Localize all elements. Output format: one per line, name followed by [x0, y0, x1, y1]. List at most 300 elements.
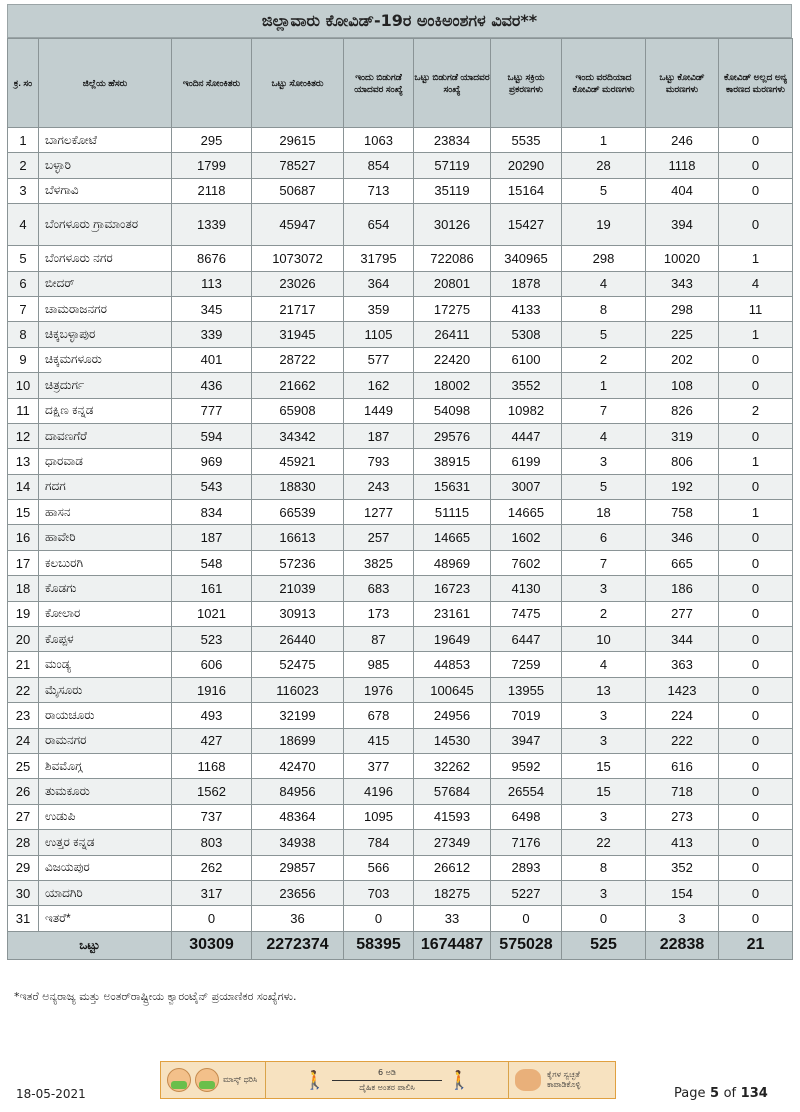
district-name: ಯಾದಗಿರಿ [39, 880, 172, 905]
table-cell: 1799 [172, 153, 252, 178]
column-header: ಇಂದು ಬಿಡುಗಡೆ ಯಾದವರ ಸಂಖ್ಯೆ [344, 39, 414, 128]
district-name: ಬೆಂಗಳೂರು ನಗರ [39, 246, 172, 271]
table-cell: 0 [719, 703, 793, 728]
table-cell: 0 [719, 677, 793, 702]
table-cell: 5 [562, 178, 646, 203]
table-cell: 26612 [414, 855, 491, 880]
table-row [8, 677, 793, 702]
table-cell: 346 [646, 525, 719, 550]
table-cell: 8 [562, 296, 646, 321]
table-cell: 66539 [252, 500, 344, 525]
table-cell: 48969 [414, 550, 491, 575]
table-cell: 654 [344, 204, 414, 246]
table-cell: 784 [344, 830, 414, 855]
table-cell: 3 [646, 906, 719, 931]
table-cell: 187 [172, 525, 252, 550]
table-cell: 32262 [414, 753, 491, 778]
table-cell: 1562 [172, 779, 252, 804]
table-cell: 42470 [252, 753, 344, 778]
table-cell: 20290 [491, 153, 562, 178]
table-cell: 16613 [252, 525, 344, 550]
row-number: 1 [8, 128, 39, 153]
table-cell: 2 [719, 398, 793, 423]
page-total: 134 [740, 1086, 768, 1101]
table-cell: 4 [719, 271, 793, 296]
table-cell: 352 [646, 855, 719, 880]
table-cell: 317 [172, 880, 252, 905]
table-cell: 10020 [646, 246, 719, 271]
table-cell: 18830 [252, 474, 344, 499]
table-cell: 339 [172, 322, 252, 347]
table-cell: 22420 [414, 347, 491, 372]
table-cell: 9592 [491, 753, 562, 778]
district-name: ಉತ್ತರ ಕನ್ನಡ [39, 830, 172, 855]
table-cell: 257 [344, 525, 414, 550]
district-name: ರಾಯಚೂರು [39, 703, 172, 728]
district-name: ಬೆಳಗಾವಿ [39, 178, 172, 203]
table-cell: 222 [646, 728, 719, 753]
total-cell: 525 [562, 931, 646, 959]
table-row [8, 373, 793, 398]
table-cell: 18699 [252, 728, 344, 753]
table-cell: 3 [562, 804, 646, 829]
table-cell: 246 [646, 128, 719, 153]
table-cell: 6100 [491, 347, 562, 372]
district-name: ಗದಗ [39, 474, 172, 499]
row-number: 4 [8, 204, 39, 246]
table-row [8, 906, 793, 931]
table-cell: 737 [172, 804, 252, 829]
table-cell: 344 [646, 627, 719, 652]
table-cell: 7176 [491, 830, 562, 855]
table-cell: 7 [562, 550, 646, 575]
district-name: ಚಿತ್ರದುರ್ಗ [39, 373, 172, 398]
table-cell: 0 [719, 373, 793, 398]
column-header: ಇಂದು ವರದಿಯಾದ ಕೋವಿಡ್ ಮರಣಗಳು [562, 39, 646, 128]
row-number: 24 [8, 728, 39, 753]
table-cell: 298 [646, 296, 719, 321]
table-cell: 7019 [491, 703, 562, 728]
district-name: ಹಾಸನ [39, 500, 172, 525]
table-cell: 577 [344, 347, 414, 372]
table-cell: 566 [344, 855, 414, 880]
table-cell: 0 [719, 627, 793, 652]
table-cell: 985 [344, 652, 414, 677]
table-row [8, 550, 793, 575]
table-cell: 31945 [252, 322, 344, 347]
table-cell: 57236 [252, 550, 344, 575]
table-cell: 162 [344, 373, 414, 398]
table-cell: 2 [562, 347, 646, 372]
table-cell: 17275 [414, 296, 491, 321]
table-cell: 15631 [414, 474, 491, 499]
table-cell: 8676 [172, 246, 252, 271]
table-cell: 186 [646, 576, 719, 601]
table-cell: 18 [562, 500, 646, 525]
table-cell: 394 [646, 204, 719, 246]
table-cell: 29615 [252, 128, 344, 153]
table-cell: 1168 [172, 753, 252, 778]
table-cell: 594 [172, 423, 252, 448]
row-number: 7 [8, 296, 39, 321]
column-header: ಕೋವಿಡ್ ಅಲ್ಲದ ಅನ್ಯ ಕಾರಣದ ಮರಣಗಳು [719, 39, 793, 128]
table-cell: 57119 [414, 153, 491, 178]
column-header: ಒಟ್ಟು ಕೋವಿಡ್ ಮರಣಗಳು [646, 39, 719, 128]
table-cell: 173 [344, 601, 414, 626]
table-cell: 27349 [414, 830, 491, 855]
table-cell: 548 [172, 550, 252, 575]
table-cell: 16723 [414, 576, 491, 601]
table-cell: 854 [344, 153, 414, 178]
table-cell: 0 [719, 652, 793, 677]
table-row [8, 296, 793, 321]
table-cell: 4 [562, 652, 646, 677]
total-cell: 30309 [172, 931, 252, 959]
table-cell: 15164 [491, 178, 562, 203]
district-name: ಹಾವೇರಿ [39, 525, 172, 550]
table-cell: 0 [719, 423, 793, 448]
table-row [8, 322, 793, 347]
table-cell: 0 [719, 347, 793, 372]
table-cell: 20801 [414, 271, 491, 296]
table-cell: 543 [172, 474, 252, 499]
table-cell: 0 [719, 601, 793, 626]
table-cell: 1976 [344, 677, 414, 702]
table-cell: 84956 [252, 779, 344, 804]
table-cell: 7475 [491, 601, 562, 626]
table-cell: 3007 [491, 474, 562, 499]
table-cell: 15 [562, 779, 646, 804]
table-cell: 44853 [414, 652, 491, 677]
district-name: ವಿಜಯಪುರ [39, 855, 172, 880]
table-cell: 3 [562, 703, 646, 728]
table-cell: 7259 [491, 652, 562, 677]
table-cell: 41593 [414, 804, 491, 829]
table-cell: 1277 [344, 500, 414, 525]
table-cell: 21662 [252, 373, 344, 398]
row-number: 21 [8, 652, 39, 677]
table-cell: 703 [344, 880, 414, 905]
table-cell: 26554 [491, 779, 562, 804]
table-cell: 5227 [491, 880, 562, 905]
table-cell: 834 [172, 500, 252, 525]
table-cell: 224 [646, 703, 719, 728]
row-number: 22 [8, 677, 39, 702]
table-cell: 0 [719, 128, 793, 153]
table-cell: 23834 [414, 128, 491, 153]
table-cell: 202 [646, 347, 719, 372]
table-row [8, 204, 793, 246]
table-row [8, 525, 793, 550]
table-cell: 523 [172, 627, 252, 652]
table-cell: 26440 [252, 627, 344, 652]
district-name: ಬೆಂಗಳೂರು ಗ್ರಾಮಾಂತರ [39, 204, 172, 246]
table-cell: 1878 [491, 271, 562, 296]
district-name: ಮಂಡ್ಯ [39, 652, 172, 677]
table-cell: 3825 [344, 550, 414, 575]
table-row [8, 500, 793, 525]
district-name: ಕಲಬುರಗಿ [39, 550, 172, 575]
row-number: 19 [8, 601, 39, 626]
table-cell: 13955 [491, 677, 562, 702]
table-cell: 45947 [252, 204, 344, 246]
table-cell: 6199 [491, 449, 562, 474]
table-cell: 273 [646, 804, 719, 829]
table-row [8, 703, 793, 728]
table-cell: 10 [562, 627, 646, 652]
row-number: 5 [8, 246, 39, 271]
table-cell: 78527 [252, 153, 344, 178]
table-cell: 7602 [491, 550, 562, 575]
table-row [8, 178, 793, 203]
table-cell: 0 [719, 525, 793, 550]
district-name: ಮೈಸೂರು [39, 677, 172, 702]
safety-banner [160, 1061, 616, 1099]
row-number: 18 [8, 576, 39, 601]
table-cell: 5535 [491, 128, 562, 153]
table-row [8, 779, 793, 804]
mask-text: ಮಾಸ್ಕ್ ಧರಿಸಿ [223, 1075, 258, 1084]
table-cell: 678 [344, 703, 414, 728]
table-cell: 826 [646, 398, 719, 423]
table-row [8, 627, 793, 652]
table-cell: 793 [344, 449, 414, 474]
row-number: 8 [8, 322, 39, 347]
row-number: 9 [8, 347, 39, 372]
table-cell: 436 [172, 373, 252, 398]
table-cell: 713 [344, 178, 414, 203]
table-cell: 606 [172, 652, 252, 677]
table-cell: 493 [172, 703, 252, 728]
table-cell: 363 [646, 652, 719, 677]
row-number: 27 [8, 804, 39, 829]
table-cell: 427 [172, 728, 252, 753]
table-cell: 6447 [491, 627, 562, 652]
table-cell: 6498 [491, 804, 562, 829]
table-cell: 13 [562, 677, 646, 702]
footnote: *ಇತರೆ ಅನ್ಯರಾಜ್ಯ ಮತ್ತು ಅಂತರ್‌ರಾಷ್ಟ್ರೀಯ ಕ್ವಾರಂಟೈನ್ ಪ್ರಯಾಣಿಕರ ಸಂಖ್ಯೆಗಳು. [14, 990, 297, 1003]
district-covid-table [7, 38, 793, 960]
table-cell: 806 [646, 449, 719, 474]
district-name: ಶಿವಮೊಗ್ಗ [39, 753, 172, 778]
table-cell: 34938 [252, 830, 344, 855]
table-cell: 161 [172, 576, 252, 601]
table-cell: 0 [719, 906, 793, 931]
table-cell: 1449 [344, 398, 414, 423]
hands-text: ಕೈಗಳ ಸ್ವಚ್ಛತೆ ಕಾಪಾಡಿಕೊಳ್ಳಿ [547, 1070, 581, 1089]
table-cell: 10982 [491, 398, 562, 423]
table-cell: 4196 [344, 779, 414, 804]
table-cell: 52475 [252, 652, 344, 677]
table-cell: 1339 [172, 204, 252, 246]
masked-face-icon [195, 1068, 219, 1092]
row-number: 2 [8, 153, 39, 178]
table-cell: 21717 [252, 296, 344, 321]
table-cell: 2118 [172, 178, 252, 203]
total-cell: 2272374 [252, 931, 344, 959]
table-cell: 345 [172, 296, 252, 321]
table-cell: 31795 [344, 246, 414, 271]
double-arrow-icon [332, 1080, 442, 1081]
table-cell: 113 [172, 271, 252, 296]
table-cell: 28722 [252, 347, 344, 372]
table-row [8, 880, 793, 905]
total-cell: 21 [719, 931, 793, 959]
row-number: 23 [8, 703, 39, 728]
table-row [8, 652, 793, 677]
table-cell: 0 [719, 753, 793, 778]
table-cell: 1073072 [252, 246, 344, 271]
district-name: ಉಡುಪಿ [39, 804, 172, 829]
distance-text: ದೈಹಿಕ ಅಂತರ ಪಾಲಿಸಿ [359, 1082, 415, 1092]
table-row [8, 830, 793, 855]
row-number: 30 [8, 880, 39, 905]
table-cell: 377 [344, 753, 414, 778]
table-cell: 295 [172, 128, 252, 153]
district-name: ದಾವಣಗೆರೆ [39, 423, 172, 448]
table-cell: 1423 [646, 677, 719, 702]
table-cell: 192 [646, 474, 719, 499]
column-header: ಒಟ್ಟು ಸೋಂಕಿತರು [252, 39, 344, 128]
row-number: 14 [8, 474, 39, 499]
district-name: ತುಮಕೂರು [39, 779, 172, 804]
table-cell: 51115 [414, 500, 491, 525]
person-icon: 🚶 [303, 1069, 326, 1091]
table-cell: 0 [719, 728, 793, 753]
table-row [8, 576, 793, 601]
table-cell: 3947 [491, 728, 562, 753]
table-cell: 401 [172, 347, 252, 372]
table-cell: 1 [719, 246, 793, 271]
table-cell: 154 [646, 880, 719, 905]
row-number: 11 [8, 398, 39, 423]
column-header: ಒಟ್ಟು ಬಿಡುಗಡೆ ಯಾದವರ ಸಂಖ್ಯೆ [414, 39, 491, 128]
table-cell: 18275 [414, 880, 491, 905]
table-row [8, 398, 793, 423]
district-name: ಧಾರವಾಡ [39, 449, 172, 474]
table-cell: 35119 [414, 178, 491, 203]
table-cell: 1063 [344, 128, 414, 153]
row-number: 15 [8, 500, 39, 525]
total-cell: 1674487 [414, 931, 491, 959]
table-cell: 0 [719, 804, 793, 829]
distance-value: 6 ಅಡಿ [378, 1067, 396, 1077]
table-cell: 1 [719, 322, 793, 347]
table-cell: 50687 [252, 178, 344, 203]
table-cell: 319 [646, 423, 719, 448]
table-cell: 1118 [646, 153, 719, 178]
district-name: ಬಾಗಲಕೋಟೆ [39, 128, 172, 153]
table-cell: 2 [562, 601, 646, 626]
table-cell: 340965 [491, 246, 562, 271]
table-row [8, 753, 793, 778]
table-cell: 32199 [252, 703, 344, 728]
table-cell: 1 [562, 128, 646, 153]
table-cell: 19649 [414, 627, 491, 652]
row-number: 17 [8, 550, 39, 575]
row-number: 31 [8, 906, 39, 931]
total-cell: 22838 [646, 931, 719, 959]
table-cell: 0 [719, 576, 793, 601]
table-header-row [8, 39, 793, 128]
table-cell: 0 [719, 204, 793, 246]
table-cell: 33 [414, 906, 491, 931]
table-cell: 28 [562, 153, 646, 178]
table-cell: 262 [172, 855, 252, 880]
masked-face-icon [167, 1068, 191, 1092]
page-current: 5 [710, 1086, 720, 1101]
table-cell: 87 [344, 627, 414, 652]
table-cell: 4 [562, 271, 646, 296]
row-number: 20 [8, 627, 39, 652]
table-cell: 665 [646, 550, 719, 575]
row-number: 25 [8, 753, 39, 778]
table-cell: 3 [562, 449, 646, 474]
page-title: ಜಿಲ್ಲಾವಾರು ಕೋವಿಡ್-19ರ ಅಂಕಿಅಂಶಗಳ ವಿವರ** [7, 4, 792, 38]
table-cell: 359 [344, 296, 414, 321]
table-cell: 22 [562, 830, 646, 855]
row-number: 12 [8, 423, 39, 448]
table-cell: 0 [719, 550, 793, 575]
column-header: ಕ್ರ. ಸಂ [8, 39, 39, 128]
table-row [8, 728, 793, 753]
table-cell: 718 [646, 779, 719, 804]
table-row [8, 474, 793, 499]
table-cell: 116023 [252, 677, 344, 702]
district-name: ಚಿಕ್ಕಮಗಳೂರು [39, 347, 172, 372]
table-cell: 5 [562, 474, 646, 499]
row-number: 3 [8, 178, 39, 203]
row-number: 6 [8, 271, 39, 296]
table-cell: 108 [646, 373, 719, 398]
table-cell: 0 [719, 474, 793, 499]
row-number: 16 [8, 525, 39, 550]
table-cell: 2893 [491, 855, 562, 880]
row-number: 10 [8, 373, 39, 398]
table-cell: 45921 [252, 449, 344, 474]
table-cell: 3 [562, 576, 646, 601]
table-cell: 413 [646, 830, 719, 855]
table-cell: 23161 [414, 601, 491, 626]
table-row [8, 804, 793, 829]
table-cell: 29857 [252, 855, 344, 880]
table-total-row [8, 931, 793, 959]
table-cell: 0 [719, 830, 793, 855]
table-cell: 48364 [252, 804, 344, 829]
table-cell: 969 [172, 449, 252, 474]
column-header: ಇಂದಿನ ಸೋಂಕಿತರು [172, 39, 252, 128]
table-cell: 1 [719, 449, 793, 474]
table-cell: 0 [719, 178, 793, 203]
page-of-label: of [723, 1086, 737, 1101]
table-cell: 404 [646, 178, 719, 203]
district-name: ಚಾಮರಾಜನಗರ [39, 296, 172, 321]
table-cell: 23656 [252, 880, 344, 905]
page-number [674, 1086, 768, 1101]
table-cell: 1095 [344, 804, 414, 829]
table-row [8, 601, 793, 626]
table-cell: 36 [252, 906, 344, 931]
table-cell: 364 [344, 271, 414, 296]
table-row [8, 271, 793, 296]
table-cell: 24956 [414, 703, 491, 728]
table-cell: 0 [344, 906, 414, 931]
column-header: ಒಟ್ಟು ಸಕ್ರಿಯ ಪ್ರಕರಣಗಳು [491, 39, 562, 128]
table-cell: 3 [562, 880, 646, 905]
table-cell: 187 [344, 423, 414, 448]
table-cell: 29576 [414, 423, 491, 448]
table-cell: 15 [562, 753, 646, 778]
